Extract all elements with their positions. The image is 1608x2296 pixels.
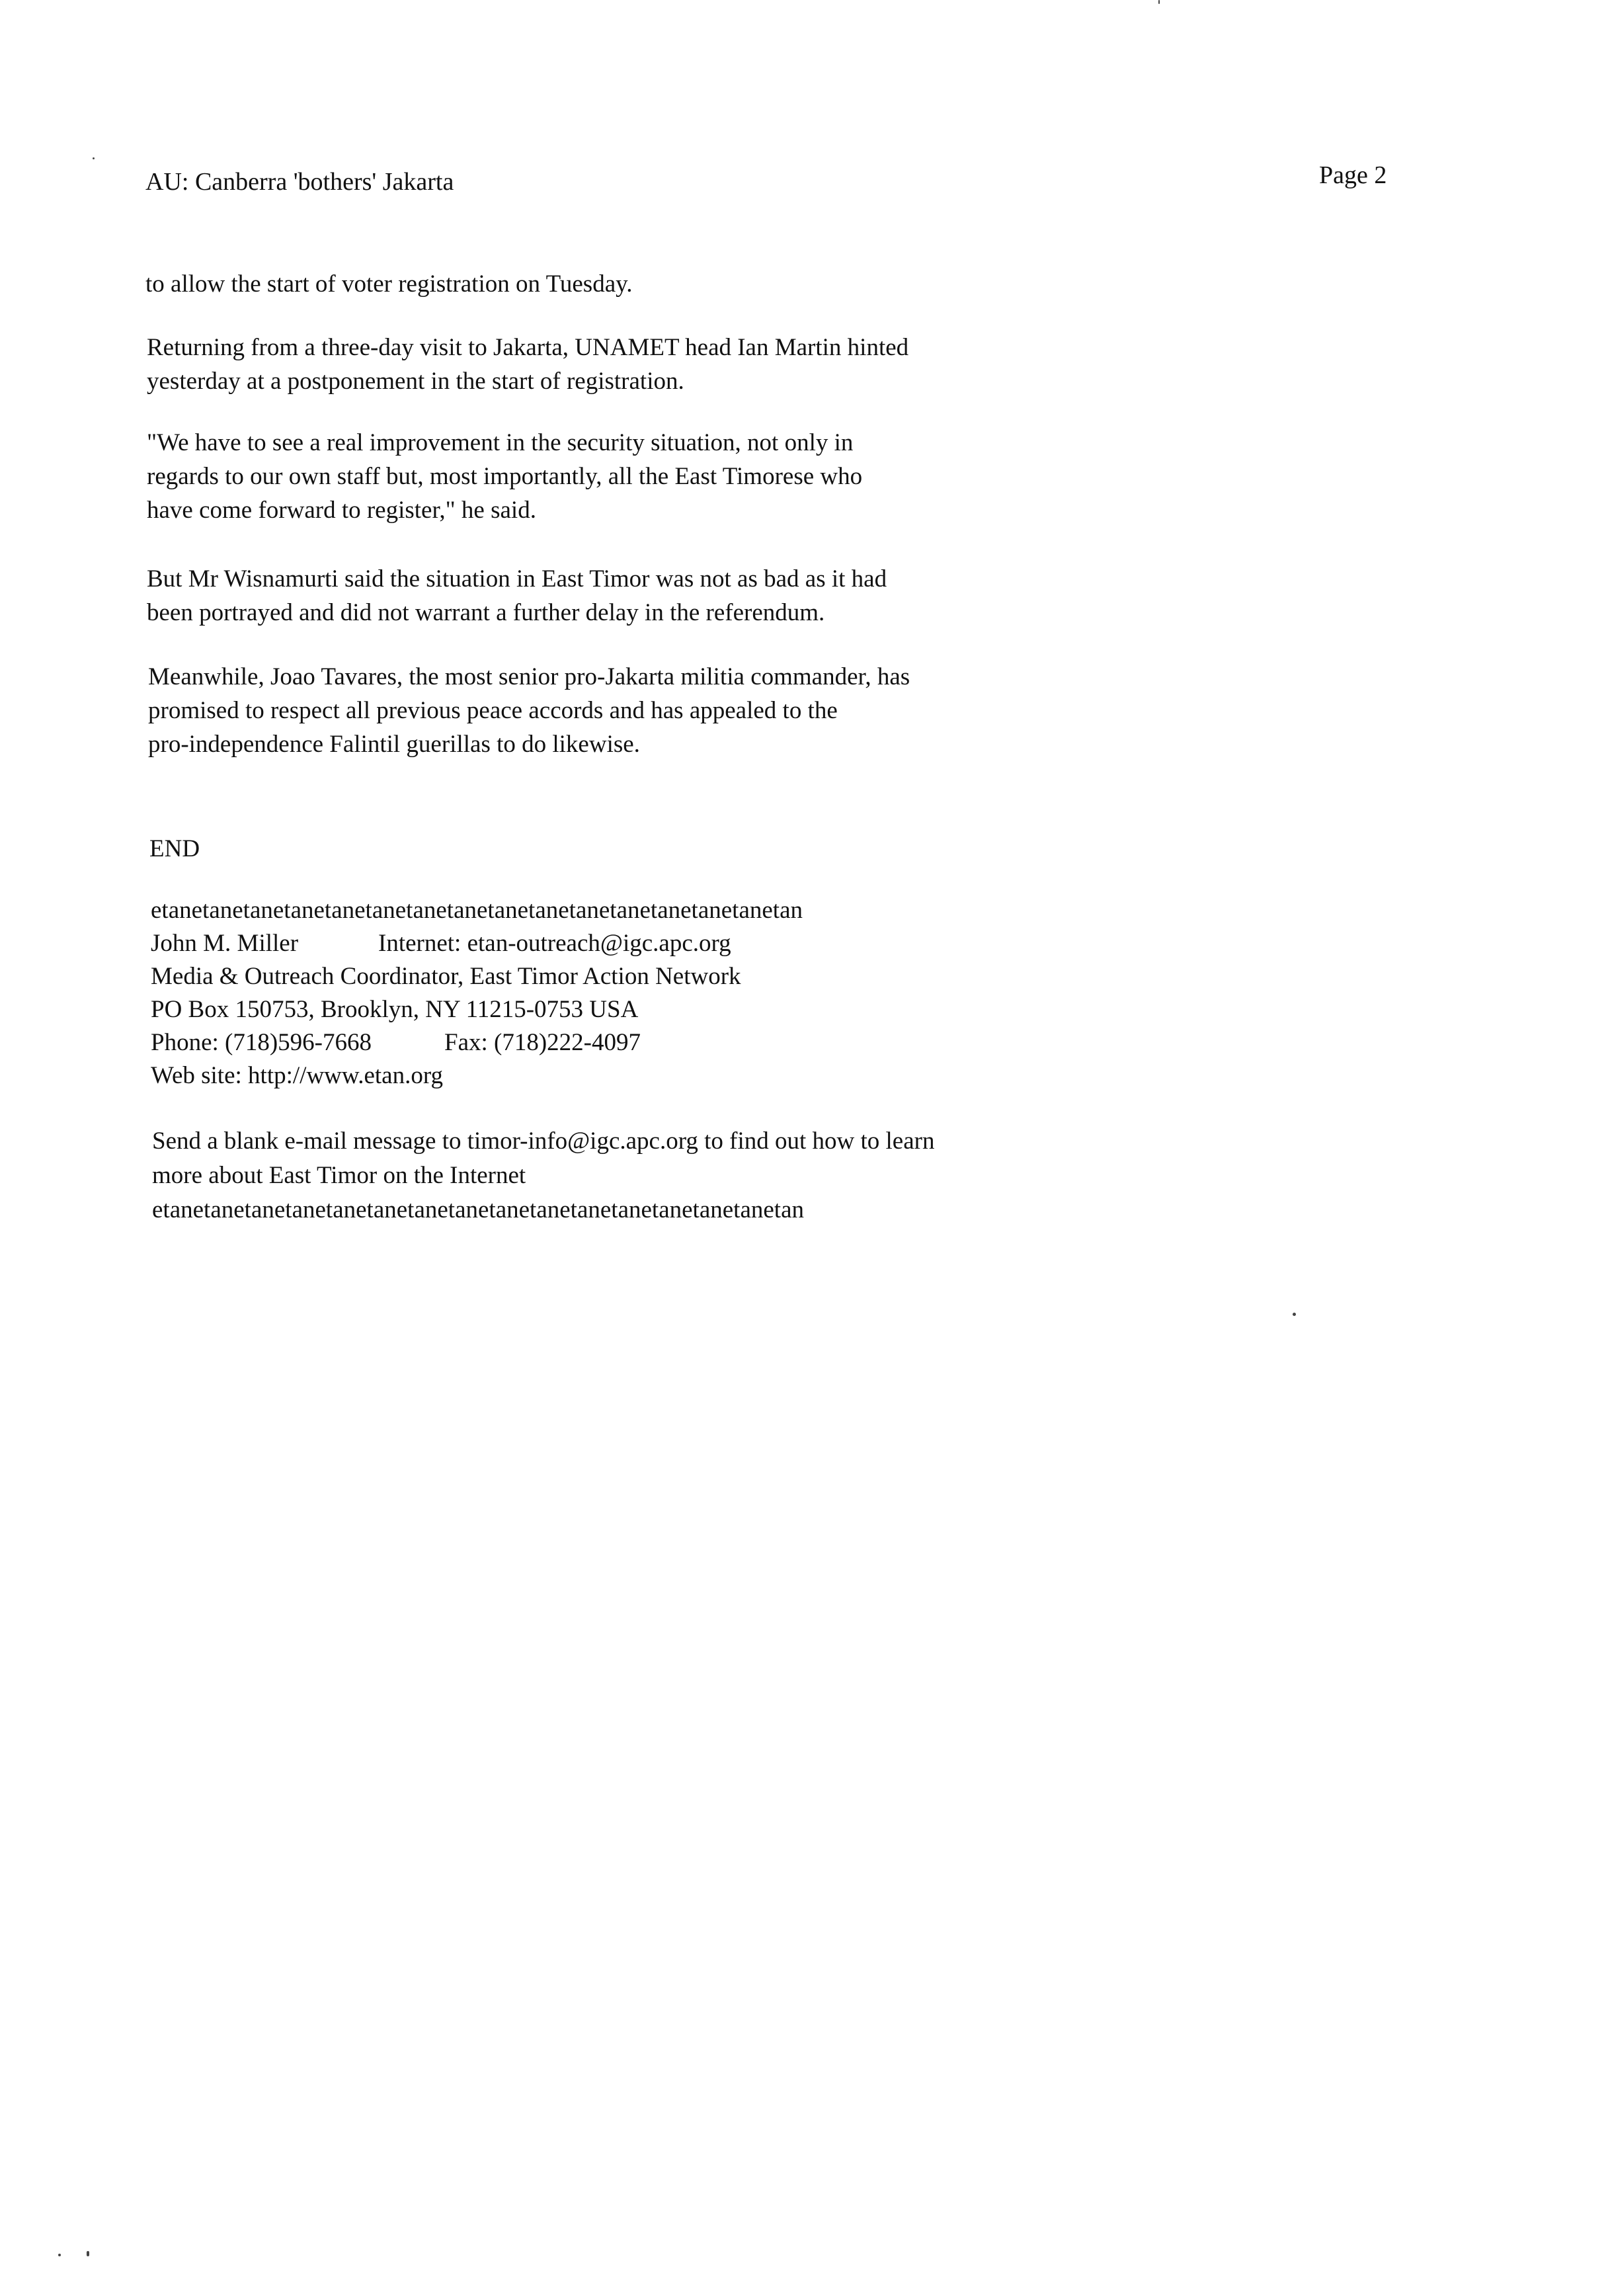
phone-fax-line <box>151 1026 803 1059</box>
info-line: Send a blank e-mail message to timor-info@igc.apc.org to find out how to learn <box>152 1128 935 1155</box>
paragraph-line: to allow the start of voter registration on Tuesday. <box>145 270 633 298</box>
page-number: Page 2 <box>1319 161 1387 189</box>
paragraph-line: But Mr Wisnamurti said the situation in East Timor was not as bad as it had <box>147 565 887 593</box>
paragraph-line: promised to respect all previous peace accords and has appealed to the <box>148 697 838 724</box>
paragraph-quote <box>147 426 862 527</box>
scan-speck <box>87 2251 89 2256</box>
paragraph-line: Returning from a three-day visit to Jakarta, UNAMET head Ian Martin hinted <box>147 334 909 361</box>
contact-website: Web site: http://www.etan.org <box>151 1062 443 1089</box>
separator-line: etanetanetanetanetanetanetanetanetanetanetanetanetanetanetanetan <box>151 897 803 924</box>
paragraph-line: been portrayed and did not warrant a further delay in the referendum. <box>147 599 825 626</box>
scan-speck <box>1293 1313 1296 1316</box>
name-internet-line <box>151 927 803 960</box>
info-block <box>152 1124 934 1227</box>
paragraph-line: pro-independence Falintil guerillas to do likewise. <box>148 731 640 758</box>
contact-fax: Fax: (718)222-4097 <box>444 1029 641 1056</box>
paragraph-line: have come forward to register," he said. <box>147 497 536 524</box>
paragraph-line: regards to our own staff but, most importantly, all the East Timorese who <box>147 463 863 490</box>
end-marker <box>149 832 200 866</box>
paragraph-continuation <box>145 267 632 301</box>
paragraph-line: yesterday at a postponement in the start of registration. <box>147 368 684 395</box>
contact-address: PO Box 150753, Brooklyn, NY 11215-0753 USA <box>151 996 639 1023</box>
scan-speck <box>1158 0 1160 4</box>
scan-speck <box>58 2254 61 2256</box>
signature-block <box>151 894 803 1092</box>
end-text: END <box>149 835 200 862</box>
scan-speck <box>93 157 95 159</box>
header-title: AU: Canberra 'bothers' Jakarta <box>145 168 454 196</box>
contact-role: Media & Outreach Coordinator, East Timor Action Network <box>151 963 741 990</box>
paragraph-tavares <box>148 660 910 761</box>
paragraph-line: "We have to see a real improvement in the security situation, not only in <box>147 429 854 456</box>
separator-line: etanetanetanetanetanetanetanetanetanetanetanetanetanetanetanetan <box>152 1196 804 1223</box>
contact-internet: Internet: etan-outreach@igc.apc.org <box>378 930 731 957</box>
contact-phone: Phone: (718)596-7668 <box>151 1029 372 1056</box>
paragraph-line: Meanwhile, Joao Tavares, the most senior pro-Jakarta militia commander, has <box>148 663 910 690</box>
paragraph-wisnamurti <box>147 562 887 630</box>
info-line: more about East Timor on the Internet <box>152 1162 526 1189</box>
contact-name: John M. Miller <box>151 930 299 957</box>
paragraph-martin <box>147 331 908 398</box>
